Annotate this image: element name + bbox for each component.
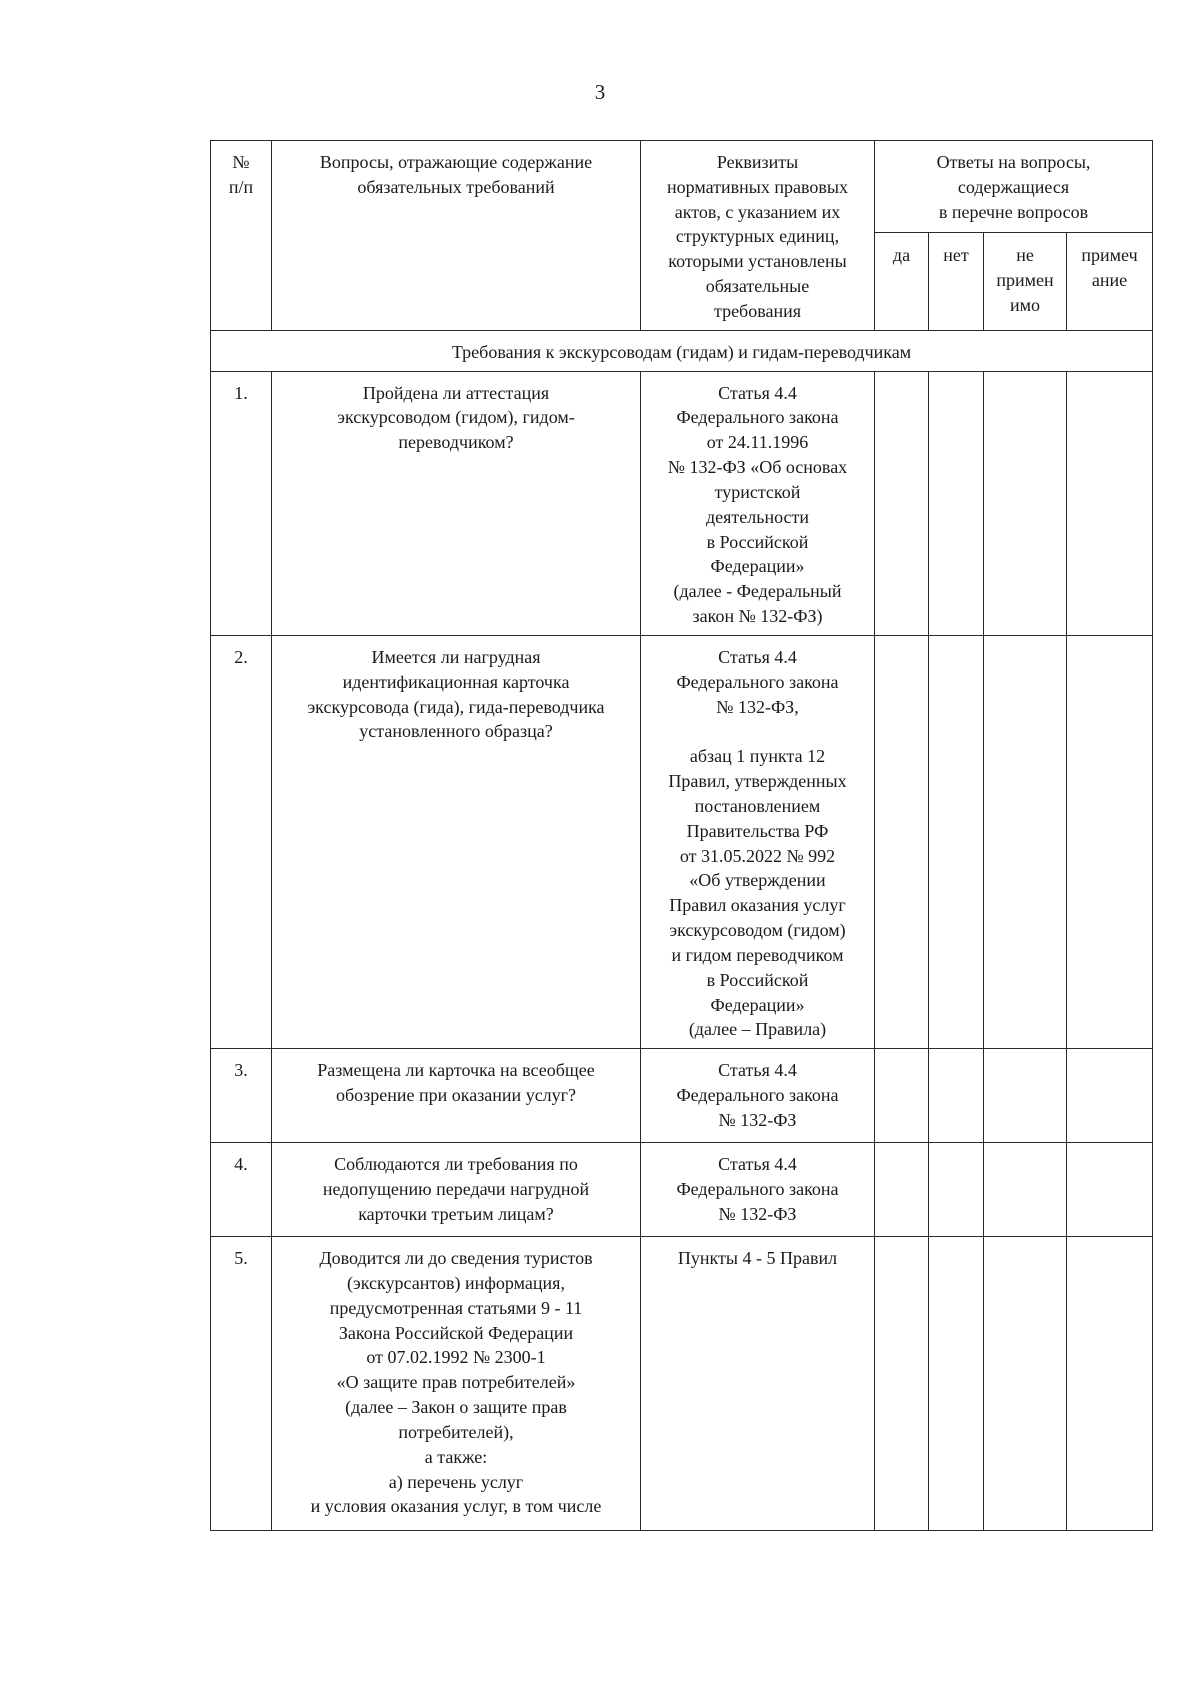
- answer-yes-cell[interactable]: [875, 371, 929, 635]
- row-num: 2.: [211, 635, 272, 1048]
- table-row: [211, 635, 1153, 1048]
- row-requisites: Статья 4.4 Федерального закона № 132-ФЗ: [641, 1143, 875, 1237]
- answer-note-cell[interactable]: [1067, 1049, 1153, 1143]
- page-number: 3: [594, 80, 606, 104]
- table-row: [211, 1237, 1153, 1531]
- header-yes: да: [875, 233, 929, 331]
- row-requisites: Статья 4.4 Федерального закона № 132-ФЗ: [641, 1049, 875, 1143]
- answer-no-cell[interactable]: [929, 1049, 984, 1143]
- row-requisites: Статья 4.4 Федерального закона от 24.11.1996 № 132-ФЗ «Об основах туристской деятельности в Российской Федерации» (далее - Федеральный закон № 132-ФЗ): [641, 371, 875, 635]
- header-question: Вопросы, отражающие содержание обязательных требований: [272, 141, 641, 331]
- answer-yes-cell[interactable]: [875, 1049, 929, 1143]
- section-row: [211, 330, 1153, 371]
- header-answers: Ответы на вопросы, содержащиеся в перечне вопросов: [875, 141, 1153, 233]
- row-question: Размещена ли карточка на всеобщее обозрение при оказании услуг?: [272, 1049, 641, 1143]
- row-num: 3.: [211, 1049, 272, 1143]
- answer-note-cell[interactable]: [1067, 371, 1153, 635]
- answer-na-cell[interactable]: [984, 1049, 1067, 1143]
- header-requisites: Реквизиты нормативных правовых актов, с указанием их структурных единиц, которыми установлены обязательные требования: [641, 141, 875, 331]
- row-question: Пройдена ли аттестация экскурсоводом (гидом), гидом- переводчиком?: [272, 371, 641, 635]
- row-question: Доводится ли до сведения туристов (экскурсантов) информация, предусмотренная статьями 9 - 11 Закона Российской Федерации от 07.02.1992 № 2300-1 «О защите прав потребителей» (далее – Закон о защите прав потребителей), а также: а) перечень услуг и условия оказания услуг, в том числе: [272, 1237, 641, 1531]
- row-num: 1.: [211, 371, 272, 635]
- table-row: [211, 371, 1153, 635]
- table-row: [211, 1143, 1153, 1237]
- answer-note-cell[interactable]: [1067, 1237, 1153, 1531]
- header-note: примеч ание: [1067, 233, 1153, 331]
- row-requisites: Статья 4.4 Федерального закона № 132-ФЗ, абзац 1 пункта 12 Правил, утвержденных постановлением Правительства РФ от 31.05.2022 № 992 «Об утверждении Правил оказания услуг экскурсоводом (гидом) и гидом переводчиком в Российской Федерации» (далее – Правила): [641, 635, 875, 1048]
- row-num: 5.: [211, 1237, 272, 1531]
- row-requisites: Пункты 4 - 5 Правил: [641, 1237, 875, 1531]
- answer-na-cell[interactable]: [984, 635, 1067, 1048]
- row-question: Соблюдаются ли требования по недопущению передачи нагрудной карточки третьим лицам?: [272, 1143, 641, 1237]
- answer-no-cell[interactable]: [929, 1143, 984, 1237]
- answer-na-cell[interactable]: [984, 1143, 1067, 1237]
- answer-no-cell[interactable]: [929, 635, 984, 1048]
- answer-note-cell[interactable]: [1067, 635, 1153, 1048]
- row-num: 4.: [211, 1143, 272, 1237]
- answer-note-cell[interactable]: [1067, 1143, 1153, 1237]
- header-no: нет: [929, 233, 984, 331]
- answer-no-cell[interactable]: [929, 371, 984, 635]
- requirements-checklist-table: [210, 140, 1153, 1531]
- header-row: [211, 141, 1153, 233]
- table-row: [211, 1049, 1153, 1143]
- header-not-applicable: не примен имо: [984, 233, 1067, 331]
- answer-yes-cell[interactable]: [875, 1143, 929, 1237]
- answer-yes-cell[interactable]: [875, 1237, 929, 1531]
- answer-na-cell[interactable]: [984, 1237, 1067, 1531]
- header-num: № п/п: [211, 141, 272, 331]
- answer-yes-cell[interactable]: [875, 635, 929, 1048]
- answer-na-cell[interactable]: [984, 371, 1067, 635]
- row-question: Имеется ли нагрудная идентификационная карточка экскурсовода (гида), гида-переводчика установленного образца?: [272, 635, 641, 1048]
- answer-no-cell[interactable]: [929, 1237, 984, 1531]
- section-title: Требования к экскурсоводам (гидам) и гидам-переводчикам: [211, 330, 1153, 371]
